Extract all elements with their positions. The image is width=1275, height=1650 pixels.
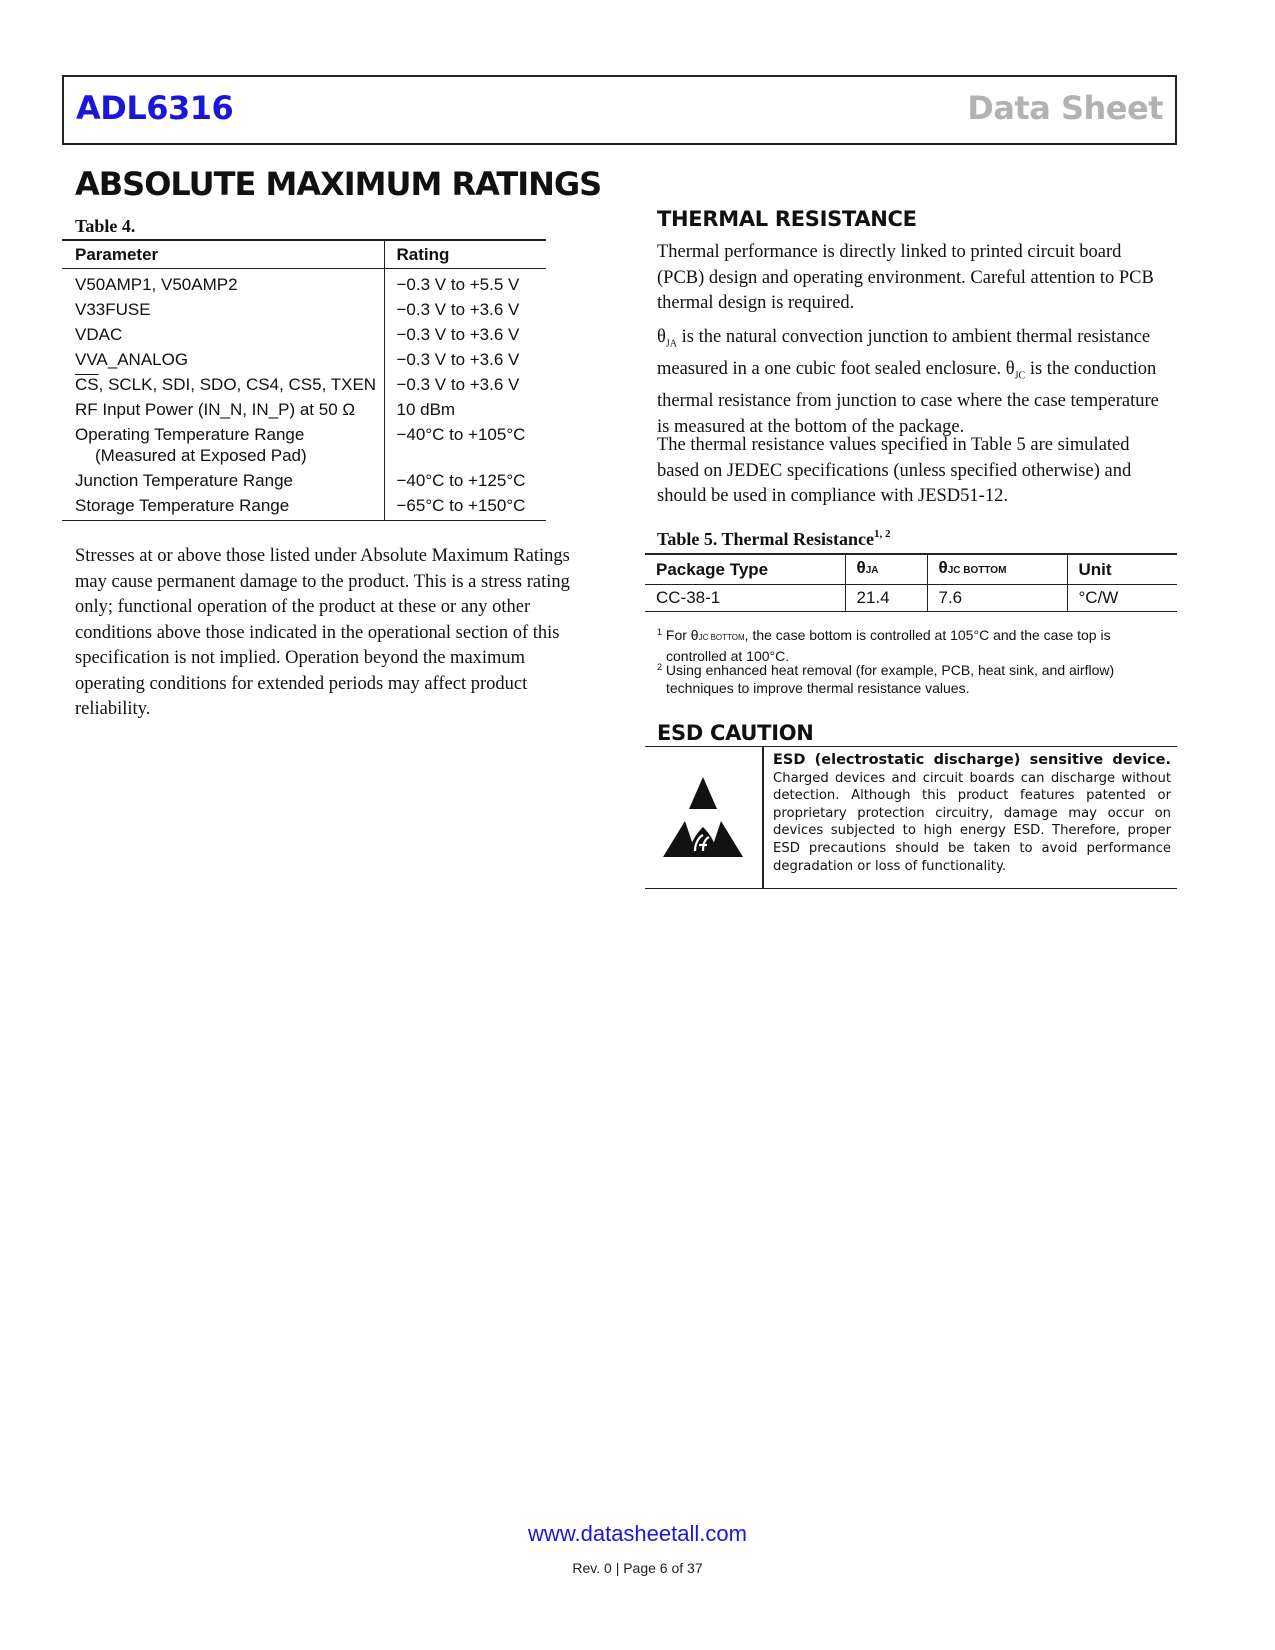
thermal-paragraph-3: The thermal resistance values specified in Table 5 are simulated based on JEDEC specifications (unless specified otherwise) and should be used in compliance with JESD51-12. — [657, 435, 1132, 506]
esd-lead: ESD (electrostatic discharge) sensitive device. — [773, 752, 1171, 768]
parameter-cell — [62, 422, 384, 468]
column-header-package-type: Package Type — [645, 554, 845, 585]
table-row — [62, 322, 546, 347]
theta-ja-cell: 21.4 — [845, 585, 927, 612]
rating-cell: 10 dBm — [396, 400, 456, 419]
table-row — [62, 397, 546, 422]
table-row — [62, 297, 546, 322]
table5-caption-footnote-refs: 1, 2 — [874, 528, 891, 540]
table-row — [62, 347, 546, 372]
column-header-theta-ja: θJA — [845, 554, 927, 585]
page-header — [62, 75, 1177, 145]
rating-cell: −0.3 V to +3.6 V — [396, 300, 520, 319]
parameter-subtext: (Measured at Exposed Pad) — [95, 446, 307, 465]
parameter-cell: RF Input Power (IN_N, IN_P) at 50 Ω — [62, 397, 384, 422]
rating-cell: −40°C to +105°C — [396, 425, 526, 444]
column-header-rating: Rating — [384, 240, 546, 269]
table-row — [645, 585, 1177, 612]
table5-caption-text: Table 5. Thermal Resistance — [657, 529, 875, 549]
table-header-row — [645, 554, 1177, 585]
page-info: Rev. 0 | Page 6 of 37 — [572, 1560, 703, 1576]
parameter-text: , SCLK, SDI, SDO, CS4, CS5, TXEN — [98, 375, 377, 394]
esd-warning-icon — [657, 771, 749, 861]
rating-cell: −0.3 V to +3.6 V — [396, 325, 520, 344]
parameter-cell — [62, 372, 384, 397]
rating-cell: −0.3 V to +3.6 V — [396, 350, 520, 369]
parameter-cell: VVA_ANALOG — [62, 347, 384, 372]
table-row — [62, 468, 546, 493]
rating-cell: −0.3 V to +5.5 V — [396, 275, 520, 294]
table5-footnote-1: $^1$ For θJC BOTTOM, the case bottom is controlled at 105°C and the case top is controlled at 100°C. — [657, 627, 1111, 664]
esd-caution-heading: ESD CAUTION — [657, 721, 814, 745]
parameter-cell: VDAC — [62, 322, 384, 347]
thermal-text-b: is the conduction thermal resistance from junction to case where the case temperature is measured at the bottom of the package. — [657, 359, 1159, 437]
rating-cell: −0.3 V to +3.6 V — [396, 375, 520, 394]
stress-note: Stresses at or above those listed under Absolute Maximum Ratings may cause permanent damage to the product. This is a stress rating only; functional operation of the product at these or any other conditions above those indicated in the operational section of this specification is not implied. Operation beyond the maximum operating conditions for extended periods may affect product reliability. — [75, 546, 570, 719]
esd-divider — [762, 747, 764, 888]
table5-caption — [657, 528, 891, 550]
theta-ja-subscript: JA — [665, 338, 677, 350]
table4-caption: Table 4. — [75, 216, 136, 236]
table-header-row — [62, 240, 546, 269]
parameter-cell: V33FUSE — [62, 297, 384, 322]
column-header-theta-jc-bottom: θJC BOTTOM — [927, 554, 1067, 585]
website-link[interactable]: www.datasheetall.com — [528, 1521, 747, 1546]
section-title: ABSOLUTE MAXIMUM RATINGS — [75, 165, 602, 203]
cs-overline-label: $\overline{CS}$ — [75, 375, 99, 394]
esd-caution-box — [645, 746, 1177, 889]
table-row — [62, 372, 546, 397]
parameter-text: Operating Temperature Range — [75, 425, 305, 444]
rating-cell: −40°C to +125°C — [396, 471, 526, 490]
table-row — [62, 422, 546, 468]
part-number: ADL6316 — [76, 89, 234, 127]
thermal-resistance-heading: THERMAL RESISTANCE — [657, 207, 917, 231]
theta-jc-subscript: JC — [1014, 370, 1026, 382]
rating-cell: −65°C to +150°C — [384, 493, 546, 521]
unit-cell: °C/W — [1067, 585, 1177, 612]
package-type-cell: CC-38-1 — [645, 585, 845, 612]
parameter-cell: V50AMP1, V50AMP2 — [62, 269, 384, 298]
parameter-cell: Junction Temperature Range — [62, 468, 384, 493]
thermal-text-a: is the natural convection junction to ambient thermal resistance measured in a one cubic foot sealed enclosure. θ — [657, 327, 1151, 380]
table-row — [62, 269, 546, 298]
table-row — [62, 493, 546, 521]
table5-footnote-2: $^2$ Using enhanced heat removal (for example, PCB, heat sink, and airflow) techniques to improve thermal resistance values. — [657, 662, 1115, 696]
absolute-max-ratings-table — [62, 239, 546, 521]
esd-caution-text — [773, 752, 1171, 875]
doc-type: Data Sheet — [967, 89, 1163, 127]
parameter-cell: Storage Temperature Range — [62, 493, 384, 521]
column-header-parameter: Parameter — [62, 240, 384, 269]
column-header-unit: Unit — [1067, 554, 1177, 585]
thermal-paragraph-1: Thermal performance is directly linked to printed circuit board (PCB) design and operating environment. Careful attention to PCB thermal design is required. — [657, 242, 1154, 313]
theta-symbol: θ — [657, 327, 666, 347]
theta-jc-bottom-cell: 7.6 — [927, 585, 1067, 612]
thermal-paragraph-2 — [657, 325, 1167, 440]
esd-body: Charged devices and circuit boards can discharge without detection. Although this product features patented or proprietary protection circuitry, damage may occur on devices subjected to high energy ESD. Therefore, proper ESD precautions should be taken to avoid performance degradation or loss of functionality. — [773, 770, 1171, 874]
thermal-resistance-table — [645, 553, 1177, 612]
